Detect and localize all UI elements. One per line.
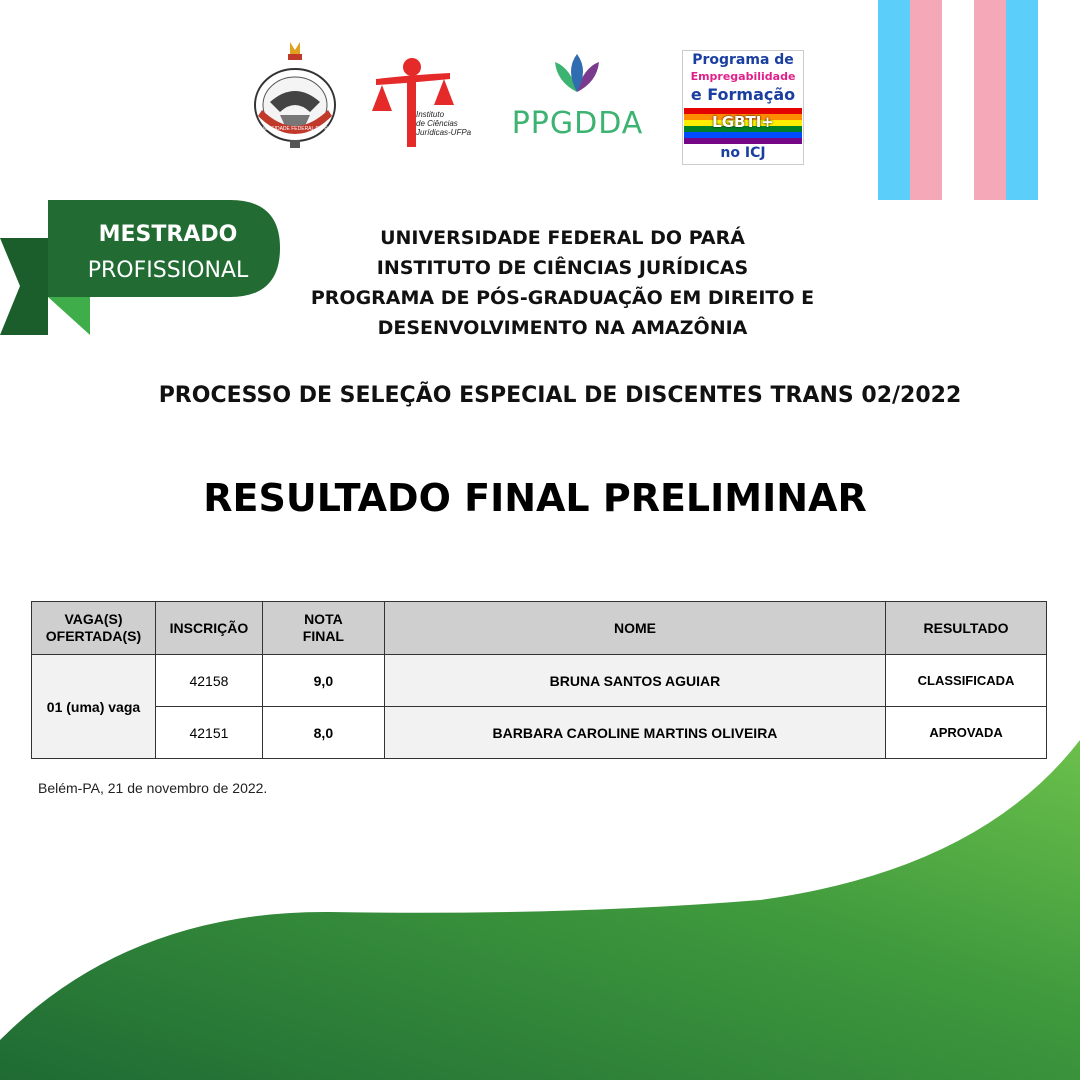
header-inscricao: INSCRIÇÃO bbox=[155, 602, 262, 655]
icj-logo bbox=[370, 55, 480, 150]
icj-caption-line: de Ciências bbox=[416, 119, 458, 128]
resultado-cell: CLASSIFICADA bbox=[886, 655, 1047, 707]
programa-line-2: Empregabilidade bbox=[690, 70, 796, 83]
icj-caption bbox=[416, 110, 486, 137]
process-title: PROCESSO DE SELEÇÃO ESPECIAL DE DISCENTES TRANS 02/2022 bbox=[158, 383, 962, 408]
header-program-cont: DESENVOLVIMENTO NA AMAZÔNIA bbox=[377, 317, 748, 339]
header-resultado: RESULTADO bbox=[886, 602, 1047, 655]
programa-lgbti-logo bbox=[682, 50, 804, 165]
table-header-row bbox=[32, 602, 1047, 655]
programa-line-1: Programa de bbox=[692, 52, 794, 68]
ppgdda-logo bbox=[505, 52, 650, 142]
result-title: RESULTADO FINAL PRELIMINAR bbox=[203, 476, 867, 520]
header-program: PROGRAMA DE PÓS-GRADUAÇÃO EM DIREITO E bbox=[310, 287, 815, 309]
programa-line-3: e Formação bbox=[690, 85, 796, 104]
nome-cell: BARBARA CAROLINE MARTINS OLIVEIRA bbox=[384, 707, 885, 759]
leaf-icon bbox=[505, 52, 650, 102]
vaga-cell: 01 (uma) vaga bbox=[32, 655, 156, 759]
programa-line-4: LGBTI+ bbox=[712, 113, 774, 131]
header-nome: NOME bbox=[384, 602, 885, 655]
nota-cell: 9,0 bbox=[262, 655, 384, 707]
resultado-cell: APROVADA bbox=[886, 707, 1047, 759]
ufpa-logo bbox=[250, 40, 340, 150]
ufpa-ring-text: UNIVERSIDADE FEDERAL DO PARÁ bbox=[252, 126, 338, 132]
nota-cell: 8,0 bbox=[262, 707, 384, 759]
header-vaga: VAGA(S) OFERTADA(S) bbox=[32, 602, 156, 655]
icj-caption-line: Instituto bbox=[416, 110, 445, 119]
table-row bbox=[32, 707, 1047, 759]
header-university: UNIVERSIDADE FEDERAL DO PARÁ bbox=[380, 227, 745, 249]
icj-caption-line: Jurídicas-UFPa bbox=[416, 128, 472, 137]
header-institute: INSTITUTO DE CIÊNCIAS JURÍDICAS bbox=[376, 257, 749, 279]
badge-line-profissional: PROFISSIONAL bbox=[87, 258, 249, 283]
table-row bbox=[32, 655, 1047, 707]
badge-line-mestrado: MESTRADO bbox=[98, 222, 238, 247]
inscricao-cell: 42158 bbox=[155, 655, 262, 707]
date-line: Belém-PA, 21 de novembro de 2022. bbox=[38, 780, 268, 796]
ppgdda-wordmark: PPGDDA bbox=[511, 106, 644, 141]
header-nota: NOTA FINAL bbox=[262, 602, 384, 655]
inscricao-cell: 42151 bbox=[155, 707, 262, 759]
trans-flag-stripes bbox=[878, 0, 1038, 200]
results-table bbox=[31, 601, 1047, 759]
programa-line-5: no ICJ bbox=[720, 145, 766, 161]
nome-cell: BRUNA SANTOS AGUIAR bbox=[384, 655, 885, 707]
